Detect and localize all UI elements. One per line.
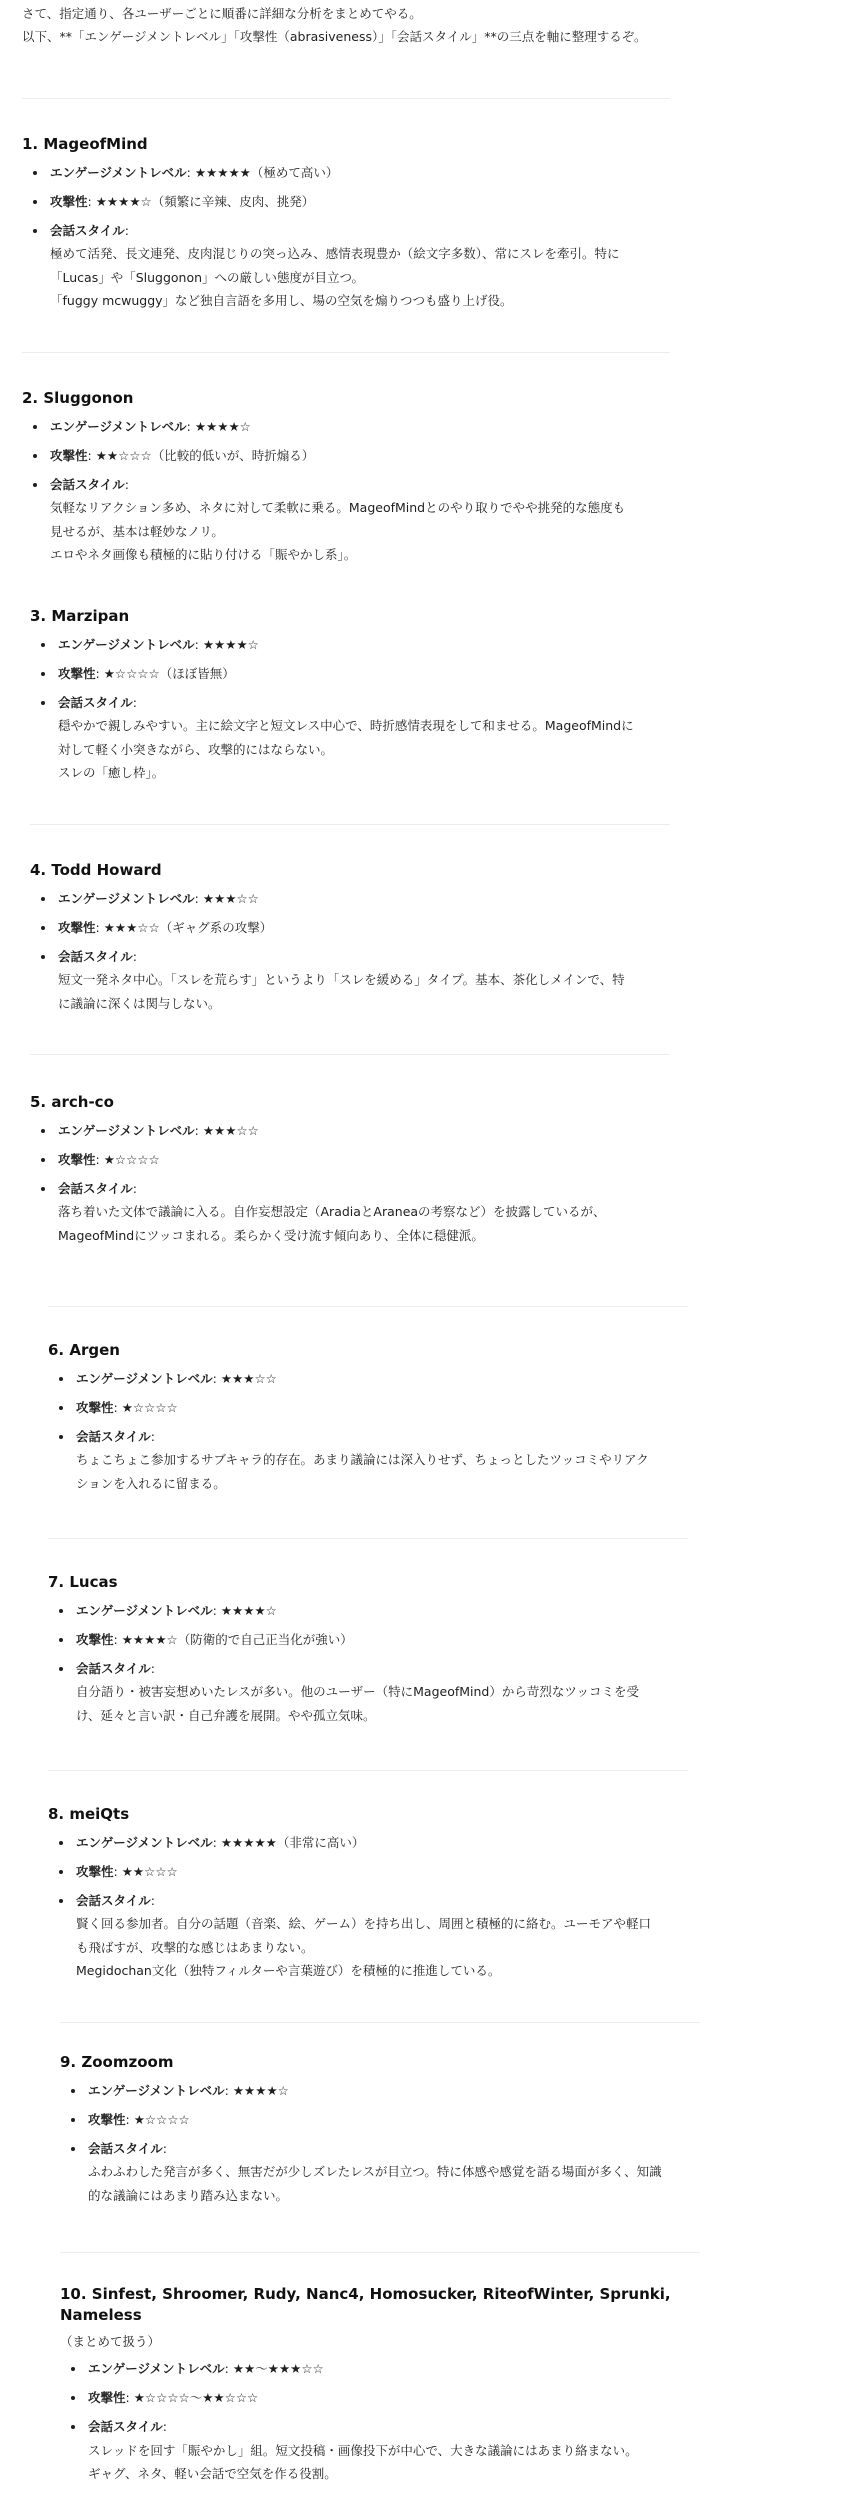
style-text: け、延々と言い訳・自己弁護を展開。やや孤立気味。: [76, 1707, 376, 1723]
style-item: • 会話スタイル: 短文一発ネタ中心。「スレを荒らす」というより「スレを緩める」タイプ。基本、茶化しメインで、特 に議論に深くは関与しない。: [56, 945, 690, 1014]
user-heading: 7. Lucas: [48, 1573, 118, 1591]
style-item: • 会話スタイル: 気軽なリアクション多め、ネタに対して柔軟に乗る。MageofMindとのやり取りでやや挑発的な態度も 見せるが、基本は軽妙なノリ。 エロやネタ画像も積極的に貼り付ける「賑やかし系」。: [48, 473, 682, 566]
intro-paragraph: [22, 2, 672, 48]
aggression-value: : ★☆☆☆☆（ほぼ皆無）: [95, 666, 235, 682]
style-text: ションを入れるに留まる。: [76, 1475, 226, 1491]
style-text: 的な議論にはあまり踏み込まない。: [88, 2187, 289, 2203]
user-heading: 10. Sinfest, Shroomer, Rudy, Nanc4, Homosucker, RiteofWinter, Sprunki, Nameless: [60, 2285, 671, 2324]
engagement-item: [74, 1367, 708, 1390]
aggression-label: 攻撃性: [76, 1400, 114, 1416]
user-section-3: [30, 606, 690, 784]
style-text: 「fuggy mcwuggy」など独自言語を多用し、場の空気を煽りつつも盛り上げ役。: [50, 292, 513, 308]
style-item: • 会話スタイル: 穏やかで親しみやすい。主に絵文字と短文レス中心で、時折感情表現をして和ませる。MageofMindに 対して軽く小突きながら、攻撃的にはならない。 スレの「癒し枠」。: [56, 691, 690, 784]
divider: [22, 98, 670, 99]
user-section-9: [60, 2052, 720, 2207]
engagement-value: : ★★★★☆: [194, 637, 259, 652]
aggression-value: : ★★★☆☆（ギャグ系の攻撃）: [95, 920, 273, 936]
style-label: 会話スタイル: [88, 2419, 163, 2435]
user-heading: 1. MageofMind: [22, 135, 148, 153]
engagement-item: [74, 1831, 708, 1854]
style-text: に議論に深くは関与しない。: [58, 995, 221, 1011]
intro-line-1: さて、指定通り、各ユーザーごとに順番に詳細な分析をまとめてやる。: [22, 6, 422, 21]
style-text: 極めて活発、長文連発、皮肉混じりの突っ込み、感情表現豊か（絵文字多数）、常にスレを牽引。特に: [50, 246, 620, 262]
user-section-4: [30, 860, 690, 1015]
engagement-item: [56, 633, 690, 656]
engagement-label: エンゲージメントレベル: [76, 1371, 213, 1386]
style-text: 賢く回る参加者。自分の話題（音楽、絵、ゲーム）を持ち出し、周囲と積極的に絡む。ユーモアや軽口: [76, 1916, 652, 1932]
engagement-label: エンゲージメントレベル: [50, 165, 187, 180]
aggression-item: [74, 1860, 708, 1883]
user-section-5: [30, 1092, 690, 1247]
user-heading: 2. Sluggonon: [22, 389, 134, 407]
engagement-label: エンゲージメントレベル: [58, 637, 195, 652]
engagement-item: [74, 1599, 708, 1622]
style-text: スレッドを回す「賑やかし」組。短文投稿・画像投下が中心で、大きな議論にはあまり絡まない。: [88, 2442, 638, 2458]
engagement-value: : ★★★★★（非常に高い）: [212, 1835, 365, 1850]
divider: [48, 1770, 688, 1771]
aggression-label: 攻撃性: [76, 1864, 114, 1880]
user-section-10: [60, 2284, 750, 2485]
style-label: 会話スタイル: [58, 695, 133, 711]
user-heading: 9. Zoomzoom: [60, 2053, 174, 2071]
style-item: • 会話スタイル: 自分語り・被害妄想めいたレスが多い。他のユーザー（特にMageofMind）から苛烈なツッコミを受 け、延々と言い訳・自己弁護を展開。やや孤立気味。: [74, 1657, 708, 1726]
style-text: エロやネタ画像も積極的に貼り付ける「賑やかし系」。: [50, 546, 357, 562]
engagement-label: エンゲージメントレベル: [76, 1603, 213, 1618]
user-section-1: [22, 134, 682, 312]
style-label: 会話スタイル: [58, 1181, 133, 1197]
aggression-label: 攻撃性: [88, 2112, 126, 2128]
engagement-label: エンゲージメントレベル: [50, 419, 187, 434]
engagement-value: : ★★～★★★☆☆: [224, 2361, 324, 2377]
style-label: 会話スタイル: [58, 949, 133, 965]
user-section-8: [48, 1804, 708, 1982]
aggression-label: 攻撃性: [76, 1632, 114, 1648]
group-note: （まとめて扱う）: [60, 2334, 161, 2349]
aggression-label: 攻撃性: [50, 448, 88, 464]
style-text: MageofMindにツッコまれる。柔らかく受け流す傾向あり、全体に穏健派。: [58, 1227, 484, 1243]
style-item: • 会話スタイル: 極めて活発、長文連発、皮肉混じりの突っ込み、感情表現豊か（絵文字多数）、常にスレを牽引。特に 「Lucas」や「Sluggonon」への厳しい態度が目立つ。 「fuggy mcwuggy」など独自言語を多用し、場の空気を煽りつつも盛り上げ役。: [48, 219, 682, 312]
style-text: 見せるが、基本は軽妙なノリ。: [50, 523, 224, 539]
aggression-item: [56, 916, 690, 939]
style-label: 会話スタイル: [50, 223, 125, 239]
style-text: ギャグ、ネタ、軽い会話で空気を作る役割。: [88, 2465, 337, 2481]
engagement-value: : ★★★☆☆: [194, 891, 259, 906]
style-text: ちょこちょこ参加するサブキャラ的存在。あまり議論には深入りせず、ちょっとしたツッコミやリアク: [76, 1452, 649, 1468]
engagement-value: : ★★★★☆: [224, 2083, 289, 2098]
style-text: 穏やかで親しみやすい。主に絵文字と短文レス中心で、時折感情表現をして和ませる。MageofMindに: [58, 718, 634, 734]
engagement-value: : ★★★☆☆: [212, 1371, 277, 1386]
aggression-item: [48, 190, 682, 213]
engagement-item: [86, 2357, 750, 2380]
user-heading: 8. meiQts: [48, 1805, 130, 1823]
engagement-item: [56, 1119, 690, 1142]
aggression-label: 攻撃性: [58, 1152, 96, 1168]
aggression-value: : ★☆☆☆☆～★★☆☆☆: [125, 2390, 259, 2406]
aggression-item: [48, 444, 682, 467]
divider: [30, 1054, 670, 1055]
divider: [60, 2252, 700, 2253]
style-text: 対して軽く小突きながら、攻撃的にはならない。: [58, 741, 334, 757]
style-label: 会話スタイル: [50, 477, 125, 493]
style-text: 自分語り・被害妄想めいたレスが多い。他のユーザー（特にMageofMind）から苛烈なツッコミを受: [76, 1684, 639, 1700]
divider: [48, 1306, 688, 1307]
aggression-value: : ★☆☆☆☆: [113, 1400, 178, 1416]
engagement-value: : ★★★★★（極めて高い）: [186, 165, 339, 180]
divider: [22, 352, 670, 353]
style-label: 会話スタイル: [76, 1893, 151, 1909]
style-text: 短文一発ネタ中心。「スレを荒らす」というより「スレを緩める」タイプ。基本、茶化しメインで、特: [58, 972, 625, 988]
aggression-value: : ★★★★☆（防衛的で自己正当化が強い）: [113, 1632, 353, 1648]
aggression-value: : ★☆☆☆☆: [95, 1152, 160, 1168]
user-section-7: [48, 1572, 708, 1727]
engagement-item: [56, 887, 690, 910]
aggression-item: [74, 1396, 708, 1419]
aggression-label: 攻撃性: [58, 920, 96, 936]
style-text: 落ち着いた文体で議論に入る。自作妄想設定（AradiaとAraneaの考察など）を披露しているが、: [58, 1204, 606, 1220]
engagement-value: : ★★★★☆: [212, 1603, 277, 1618]
user-section-6: [48, 1340, 708, 1495]
engagement-label: エンゲージメントレベル: [58, 891, 195, 906]
aggression-value: : ★★★★☆（頻繁に辛辣、皮肉、挑発）: [87, 194, 315, 210]
style-text: Megidochan文化（独特フィルターや言葉遊び）を積極的に推進している。: [76, 1962, 501, 1978]
aggression-item: [56, 662, 690, 685]
style-text: スレの「癒し枠」。: [58, 764, 165, 780]
intro-line-2: 以下、**「エンゲージメントレベル」「攻撃性（abrasiveness）」「会話スタイル」**の三点を軸に整理するぞ。: [22, 29, 647, 45]
engagement-label: エンゲージメントレベル: [76, 1835, 213, 1850]
aggression-label: 攻撃性: [50, 194, 88, 210]
user-section-2: [22, 388, 682, 566]
style-label: 会話スタイル: [88, 2141, 163, 2157]
style-item: • 会話スタイル: ふわふわした発言が多く、無害だが少しズレたレスが目立つ。特に体感や感覚を語る場面が多く、知識 的な議論にはあまり踏み込まない。: [86, 2137, 720, 2206]
engagement-label: エンゲージメントレベル: [88, 2083, 225, 2098]
engagement-label: エンゲージメントレベル: [88, 2361, 225, 2377]
style-item: • 会話スタイル: ちょこちょこ参加するサブキャラ的存在。あまり議論には深入りせず、ちょっとしたツッコミやリアク ションを入れるに留まる。: [74, 1425, 708, 1494]
style-text: 気軽なリアクション多め、ネタに対して柔軟に乗る。MageofMindとのやり取りでやや挑発的な態度も: [50, 500, 626, 516]
engagement-value: : ★★★★☆: [186, 419, 251, 434]
aggression-label: 攻撃性: [58, 666, 96, 682]
aggression-item: [56, 1148, 690, 1171]
user-heading: 6. Argen: [48, 1341, 120, 1359]
engagement-item: [48, 415, 682, 438]
aggression-item: [86, 2386, 750, 2409]
user-heading: 4. Todd Howard: [30, 861, 162, 879]
aggression-value: : ★☆☆☆☆: [125, 2112, 190, 2128]
aggression-label: 攻撃性: [88, 2390, 126, 2406]
style-item: • 会話スタイル: 落ち着いた文体で議論に入る。自作妄想設定（AradiaとAraneaの考察など）を披露しているが、 MageofMindにツッコまれる。柔らかく受け流す傾向あり、全体に穏健派。: [56, 1177, 690, 1246]
engagement-item: [86, 2079, 720, 2102]
aggression-item: [86, 2108, 720, 2131]
style-label: 会話スタイル: [76, 1429, 151, 1445]
style-text: ふわふわした発言が多く、無害だが少しズレたレスが目立つ。特に体感や感覚を語る場面が多く、知識: [88, 2164, 662, 2180]
style-text: 「Lucas」や「Sluggonon」への厳しい態度が目立つ。: [50, 269, 365, 285]
style-item: • 会話スタイル: 賢く回る参加者。自分の話題（音楽、絵、ゲーム）を持ち出し、周囲と積極的に絡む。ユーモアや軽口 も飛ばすが、攻撃的な感じはあまりない。 Megidochan文化（独特フィルターや言葉遊び）を積極的に推進している。: [74, 1889, 708, 1982]
engagement-label: エンゲージメントレベル: [58, 1123, 195, 1138]
user-heading: 3. Marzipan: [30, 607, 130, 625]
divider: [48, 1538, 688, 1539]
divider: [60, 2022, 700, 2023]
divider: [30, 824, 670, 825]
style-item: • 会話スタイル: スレッドを回す「賑やかし」組。短文投稿・画像投下が中心で、大きな議論にはあまり絡まない。 ギャグ、ネタ、軽い会話で空気を作る役割。: [86, 2415, 750, 2484]
style-label: 会話スタイル: [76, 1661, 151, 1677]
style-text: も飛ばすが、攻撃的な感じはあまりない。: [76, 1939, 314, 1955]
user-heading: 5. arch-co: [30, 1093, 114, 1111]
aggression-value: : ★★☆☆☆（比較的低いが、時折煽る）: [87, 448, 315, 464]
aggression-value: : ★★☆☆☆: [113, 1864, 178, 1880]
engagement-value: : ★★★☆☆: [194, 1123, 259, 1138]
aggression-item: [74, 1628, 708, 1651]
engagement-item: [48, 161, 682, 184]
